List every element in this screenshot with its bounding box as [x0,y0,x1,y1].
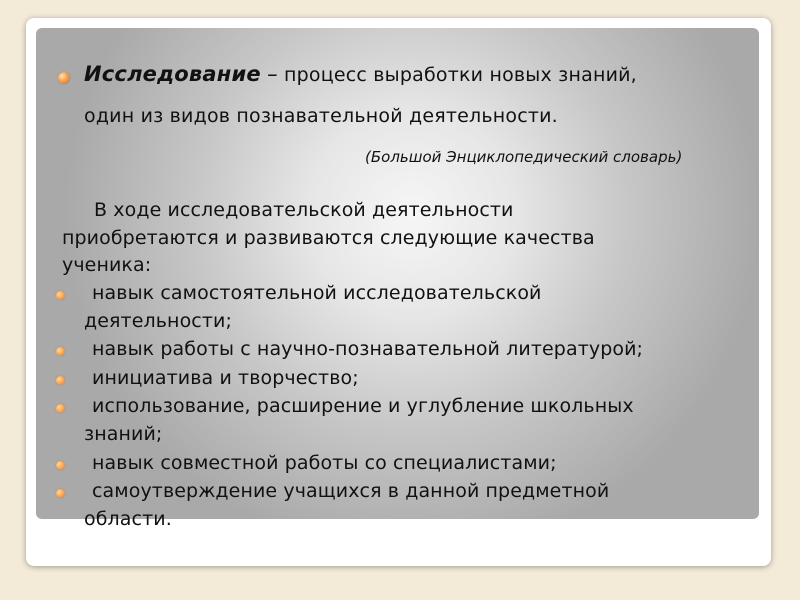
bullet-6-line-1: самоутверждение учащихся в данной предметной [92,480,610,502]
bullet-icon [56,461,65,470]
bullet-2-line-1: навык работы с научно-познавательной литературой; [92,338,644,360]
bullet-4-line-1: использование, расширение и углубление школьных [92,395,634,417]
intro-line-3: ученика: [62,254,152,276]
bullet-icon [56,489,65,498]
bullet-6-line-2: области. [84,508,172,530]
definition-text: процесс выработки новых знаний, [284,64,637,86]
intro-line-2: приобретаются и развиваются следующие качества [62,227,595,249]
dictionary-source: (Большой Энциклопедический словарь) [365,148,683,166]
intro-line-1: В ходе исследовательской деятельности [94,199,514,221]
bullet-1-line-1: навык самостоятельной исследовательской [92,282,542,304]
bullet-icon [56,347,65,356]
definition-line-1 [84,62,637,86]
bullet-4-line-2: знаний; [84,423,163,445]
definition-line-2: один из видов познавательной деятельности. [84,105,558,127]
definition-bullet-icon [58,72,70,84]
bullet-5-line-1: навык совместной работы со специалистами; [92,452,557,474]
bullet-1-line-2: деятельности; [84,310,232,332]
definition-term: Исследование [84,62,261,86]
definition-dash: – [267,62,278,86]
bullet-3-line-1: инициатива и творчество; [92,367,359,389]
bullet-icon [56,291,65,300]
bullet-icon [56,376,65,385]
bullet-icon [56,404,65,413]
